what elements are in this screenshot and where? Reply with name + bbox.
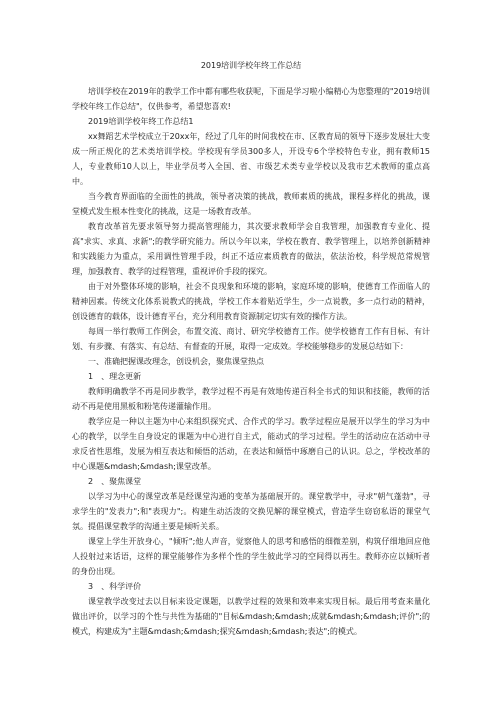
paragraph: 每周一举行教师工作例会，布置交流、商讨、研究学校德育工作。使学校德育工作有目标、有计划、有步骤、有落实、有总结、有督查的开展，取得一定成效。学校能够稳步的发展总结如下： (72, 327, 430, 351)
paragraph: 教师明确教学不再是同步教学，教学过程不再是有效地传递百科全书式的知识和技能，教师的活动不再是使用黑板和粉笔传递灌输作用。 (72, 387, 430, 411)
paragraph: 课堂上学生开放身心，"倾听";他人声音，觉察他人的思考和感悟的细微差别，构筑仔细地回应他人投射过来话语，这样的课堂能够作为多样个性的学生彼此学习的空间得以再生。教师亦应以倾听者的身份出现。 (72, 537, 430, 576)
paragraph: xx舞蹈艺术学校成立于20xx年，经过了几年的时间我校在市、区教育局的领导下逐步发展壮大变成一所正规化的艺术类培训学校。学校现有学员300多人，开设专6个学校特色专业，拥有教师15人，专业教师10人以上，毕业学员考入全国、省、市级艺术类专业学校以及我市艺术教师的重点高中。 (72, 132, 430, 186)
document-title: 2019培训学校年终工作总结 (200, 61, 302, 70)
numbered-heading: 2 、聚焦课堂 (88, 477, 142, 486)
paragraph: 由于对外整体环境的影响，社会不良现象和环境的影响，家庭环境的影响，使德育工作面临人的精神因素。传统文化体系说教式的挑战，学校工作本着贴近学生，少一点说教，多一点行动的精神，创设德育的载体，设计德育平台，充分利用教育资源制定切实有效的操作方法。 (72, 282, 430, 321)
paragraph: 教育改革首先要求领导努力提高管理能力，其次要求教师学会自我管理，加强教育专业化、提高"求实、求真、求新";的教学研究能力。所以今年以来，学校在教育、教学管理上，以培养创新精神和实践能力为重点，采用调性管理手段，纠正不适应素质教育的做法，依法治校，科学规范常规管理，加强教育、教学的过程管理，重视评价手段的探究。 (72, 222, 430, 276)
subsection-heading: 一、准确把握课改理念，创设机会，聚焦课堂热点 (88, 357, 264, 366)
numbered-heading: 1 、理念更新 (88, 372, 142, 381)
numbered-heading: 3 、科学评价 (88, 582, 142, 591)
paragraph: 当今教育界面临的全面性的挑战，领导者决策的挑战，教师素质的挑战，课程多样化的挑战，课堂模式发生根本性变化的挑战，这是一场教育改革。 (72, 192, 430, 216)
paragraph: 教学应是一种以主题为中心来组织探究式、合作式的学习。教学过程应是展开以学生的学习为中心的教学，以学生自身设定的课题为中心进行自主式，能动式的学习过程。学生的活动应在活动中寻求反省性思维，发展为相互表达和倾悟的活动，在表达和倾悟中琢磨自己的认识。总之，学校改革的中心课题&mdash;&mdash;课堂改革。 (72, 417, 430, 471)
paragraph-intro: 培训学校在2019年的教学工作中都有哪些收获呢，下面是学习啦小编精心为您整理的"2019培训学校年终工作总结"，仅供参考，希望您喜欢! (72, 87, 430, 111)
section-heading: 2019培训学校年终工作总结1 (88, 117, 194, 126)
document-body (72, 84, 430, 639)
paragraph: 以学习为中心的课堂改革是经课堂沟通的变革为基础展开的。课堂教学中，寻求"朝气蓬勃"，寻求学生的"发表力";和"表现力";。构建生动活泼的交换见解的课堂模式，营造学生窃窃私语的课堂气氛。提倡课堂教学的沟通主要是倾听关系。 (72, 492, 430, 531)
paragraph: 课堂教学改变过去以目标来设定课题，以教学过程的效果和效率来实现目标。最后用考查来量化做出评价，以学习的个性与共性为基础的"目标&mdash;&mdash;成就&mdash;&mdash;评价";的模式，构建成为"主题&mdash;&mdash;探究&mdash;&mdash;表达";的模式。 (72, 597, 430, 636)
